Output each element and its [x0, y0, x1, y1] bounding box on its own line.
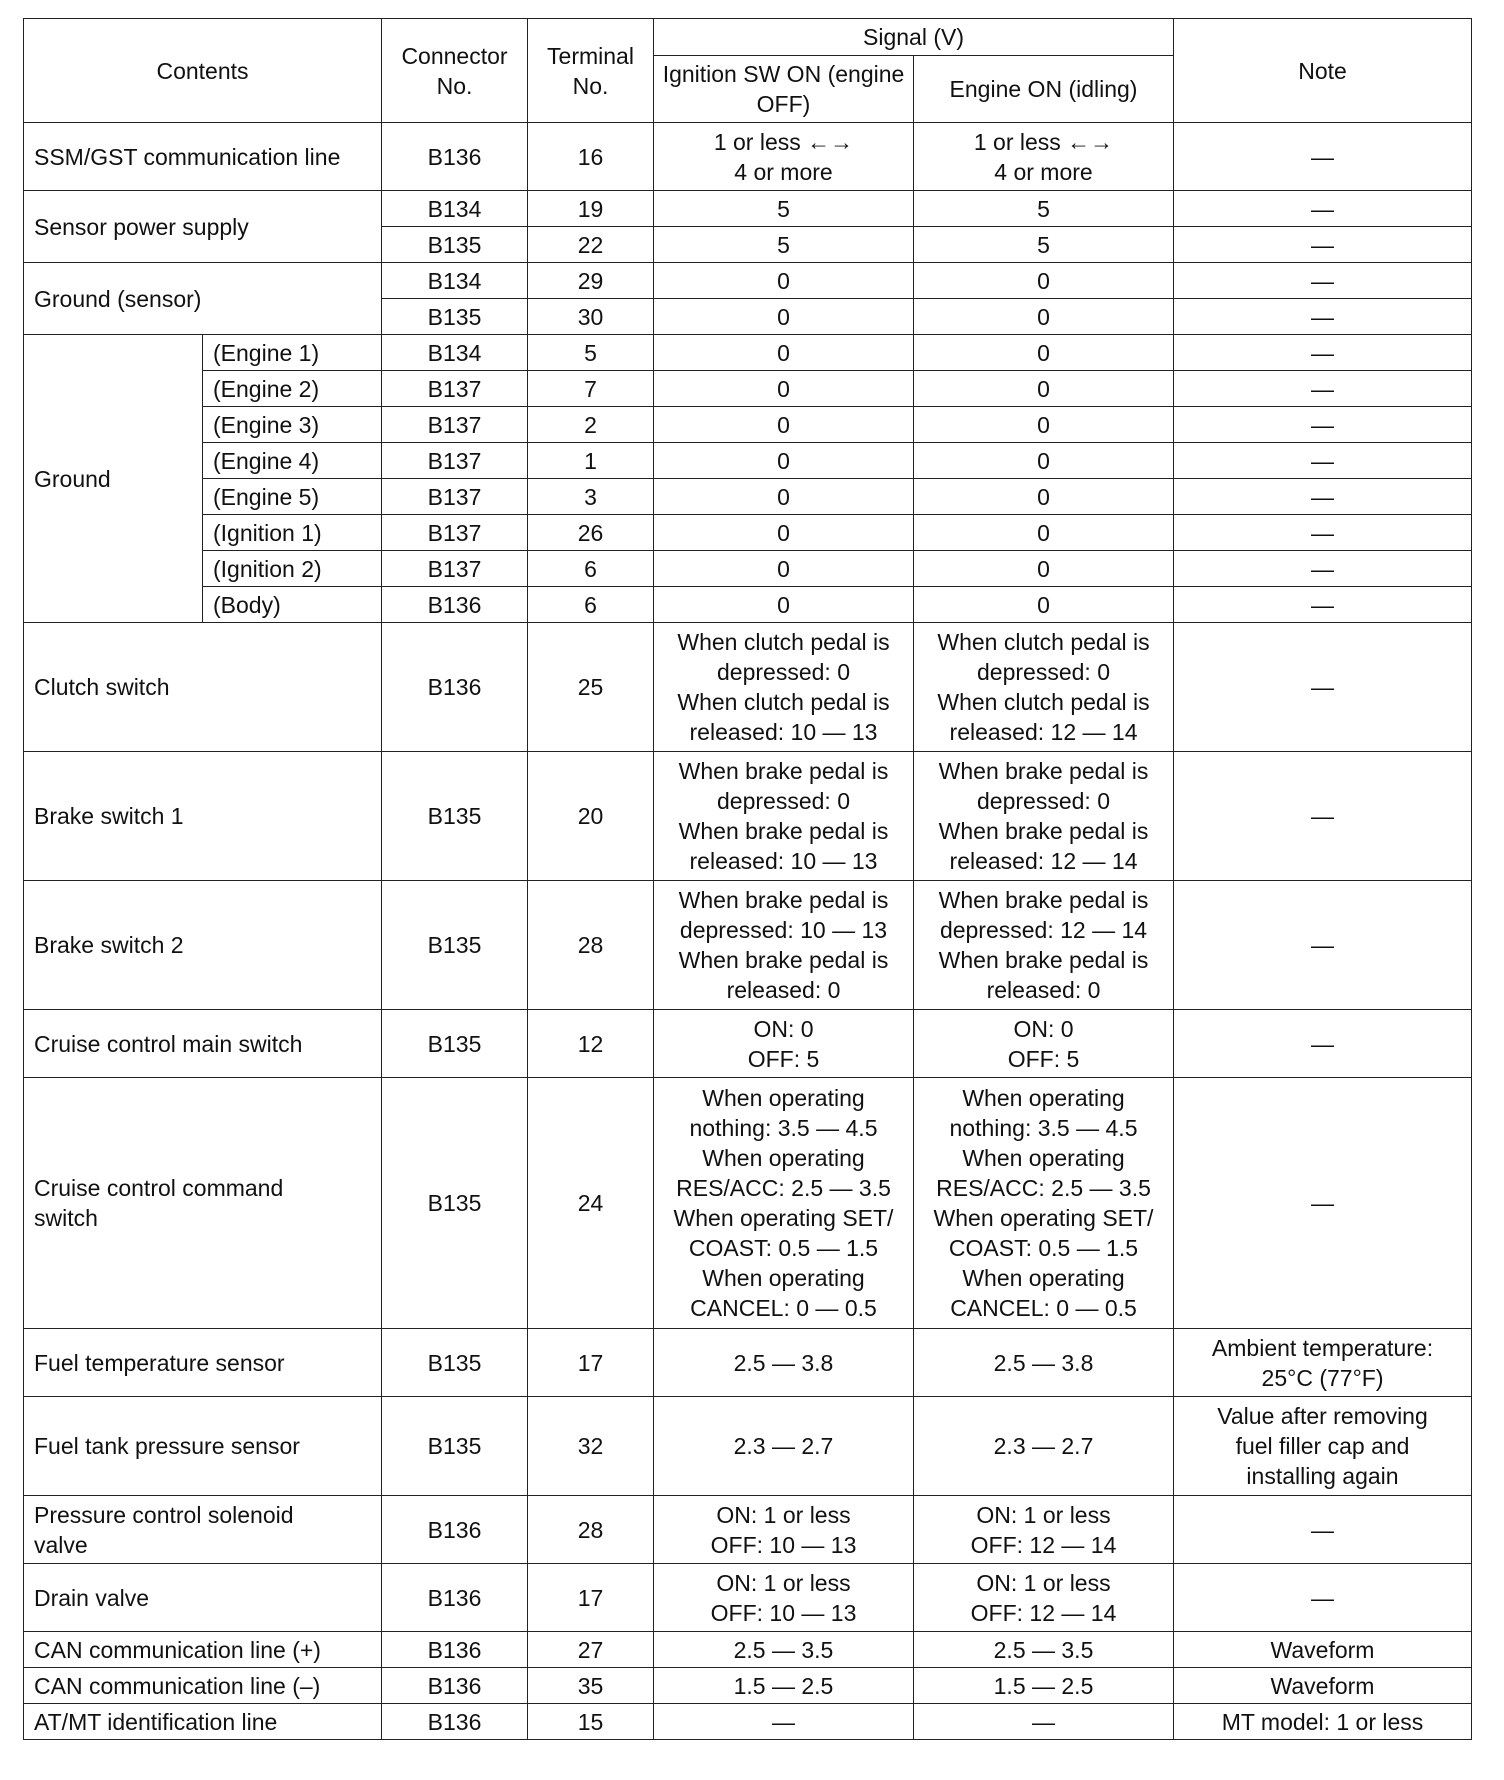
row-ignition-signal: 0	[654, 299, 914, 335]
row-connector: B137	[382, 407, 528, 443]
row-engine-signal: When clutch pedal is depressed: 0 When clutch pedal is released: 12 — 14	[914, 623, 1174, 752]
row-terminal: 3	[528, 479, 654, 515]
row-content: Brake switch 2	[24, 881, 382, 1010]
row-note: Value after removing fuel filler cap and installing again	[1174, 1397, 1472, 1496]
row-connector: B135	[382, 1010, 528, 1078]
table-row	[24, 515, 1472, 551]
table-row	[24, 371, 1472, 407]
row-engine-signal: 2.5 — 3.5	[914, 1632, 1174, 1668]
table-row	[24, 443, 1472, 479]
table-row	[24, 1632, 1472, 1668]
row-terminal: 2	[528, 407, 654, 443]
row-terminal: 26	[528, 515, 654, 551]
row-connector: B136	[382, 1704, 528, 1740]
table-row	[24, 1564, 1472, 1632]
row-connector: B136	[382, 1632, 528, 1668]
row-note: —	[1174, 752, 1472, 881]
row-note: —	[1174, 881, 1472, 1010]
row-terminal: 5	[528, 335, 654, 371]
table-row	[24, 551, 1472, 587]
row-content: Ground	[24, 335, 203, 623]
row-terminal: 28	[528, 1496, 654, 1564]
row-ignition-signal: 0	[654, 479, 914, 515]
header-terminal: Terminal No.	[528, 19, 654, 123]
row-note: —	[1174, 263, 1472, 299]
row-connector: B137	[382, 515, 528, 551]
row-ignition-signal: 0	[654, 263, 914, 299]
row-note: —	[1174, 1564, 1472, 1632]
row-ignition-signal: When operating nothing: 3.5 — 4.5 When operating RES/ACC: 2.5 — 3.5 When operating SET/ COAST: 0.5 — 1.5 When operating CANCEL: 0 — 0.5	[654, 1078, 914, 1329]
row-terminal: 35	[528, 1668, 654, 1704]
row-terminal: 7	[528, 371, 654, 407]
row-engine-signal: 0	[914, 479, 1174, 515]
row-terminal: 6	[528, 551, 654, 587]
row-note: —	[1174, 479, 1472, 515]
table-row	[24, 1496, 1472, 1564]
row-terminal: 12	[528, 1010, 654, 1078]
row-engine-signal: 0	[914, 263, 1174, 299]
row-note: Waveform	[1174, 1632, 1472, 1668]
row-engine-signal: When operating nothing: 3.5 — 4.5 When operating RES/ACC: 2.5 — 3.5 When operating SET/ COAST: 0.5 — 1.5 When operating CANCEL: 0 — 0.5	[914, 1078, 1174, 1329]
table-row	[24, 1329, 1472, 1397]
row-connector: B136	[382, 1496, 528, 1564]
row-ignition-signal: 5	[654, 191, 914, 227]
row-engine-signal: 0	[914, 551, 1174, 587]
row-content: Drain valve	[24, 1564, 382, 1632]
row-terminal: 1	[528, 443, 654, 479]
row-connector: B134	[382, 335, 528, 371]
row-note: —	[1174, 1496, 1472, 1564]
row-note: Waveform	[1174, 1668, 1472, 1704]
row-ignition-signal: 0	[654, 371, 914, 407]
row-engine-signal: ON: 1 or less OFF: 12 — 14	[914, 1564, 1174, 1632]
row-content: Fuel tank pressure sensor	[24, 1397, 382, 1496]
row-ignition-signal: When brake pedal is depressed: 10 — 13 When brake pedal is released: 0	[654, 881, 914, 1010]
table-row	[24, 335, 1472, 371]
table-row	[24, 1668, 1472, 1704]
table-row	[24, 587, 1472, 623]
row-content: Sensor power supply	[24, 191, 382, 263]
row-content: Pressure control solenoid valve	[24, 1496, 382, 1564]
row-connector: B134	[382, 191, 528, 227]
row-ignition-signal: 0	[654, 407, 914, 443]
row-connector: B137	[382, 443, 528, 479]
row-ignition-signal: ON: 1 or less OFF: 10 — 13	[654, 1496, 914, 1564]
row-terminal: 15	[528, 1704, 654, 1740]
row-terminal: 19	[528, 191, 654, 227]
row-note: —	[1174, 443, 1472, 479]
row-engine-signal: —	[914, 1704, 1174, 1740]
table-row	[24, 1397, 1472, 1496]
row-content: Fuel temperature sensor	[24, 1329, 382, 1397]
row-connector: B136	[382, 1564, 528, 1632]
row-connector: B136	[382, 623, 528, 752]
row-ignition-signal: 0	[654, 443, 914, 479]
row-terminal: 6	[528, 587, 654, 623]
row-engine-signal: 2.3 — 2.7	[914, 1397, 1174, 1496]
row-connector: B135	[382, 1397, 528, 1496]
row-terminal: 22	[528, 227, 654, 263]
row-content: Cruise control command switch	[24, 1078, 382, 1329]
row-ignition-signal: 2.5 — 3.5	[654, 1632, 914, 1668]
table-row	[24, 263, 1472, 299]
row-content: CAN communication line (–)	[24, 1668, 382, 1704]
row-engine-signal: 0	[914, 335, 1174, 371]
row-connector: B136	[382, 1668, 528, 1704]
table-row	[24, 1078, 1472, 1329]
row-terminal: 25	[528, 623, 654, 752]
row-engine-signal: 5	[914, 191, 1174, 227]
row-engine-signal: ON: 1 or less OFF: 12 — 14	[914, 1496, 1174, 1564]
row-ignition-signal: —	[654, 1704, 914, 1740]
row-subcontent: (Body)	[203, 587, 382, 623]
row-ignition-signal: 2.5 — 3.8	[654, 1329, 914, 1397]
row-connector: B135	[382, 227, 528, 263]
row-terminal: 16	[528, 123, 654, 191]
row-ignition-signal: 1 or less ←→ 4 or more	[654, 123, 914, 191]
row-ignition-signal: When brake pedal is depressed: 0 When brake pedal is released: 10 — 13	[654, 752, 914, 881]
row-terminal: 27	[528, 1632, 654, 1668]
row-connector: B137	[382, 371, 528, 407]
row-terminal: 17	[528, 1329, 654, 1397]
row-engine-signal: 1 or less ←→ 4 or more	[914, 123, 1174, 191]
row-engine-signal: When brake pedal is depressed: 0 When brake pedal is released: 12 — 14	[914, 752, 1174, 881]
row-note: —	[1174, 1010, 1472, 1078]
table-row	[24, 123, 1472, 191]
row-subcontent: (Engine 5)	[203, 479, 382, 515]
row-connector: B135	[382, 1329, 528, 1397]
row-engine-signal: 5	[914, 227, 1174, 263]
row-engine-signal: 1.5 — 2.5	[914, 1668, 1174, 1704]
table-row	[24, 752, 1472, 881]
row-terminal: 30	[528, 299, 654, 335]
row-note: —	[1174, 1078, 1472, 1329]
row-terminal: 20	[528, 752, 654, 881]
row-terminal: 29	[528, 263, 654, 299]
row-subcontent: (Engine 1)	[203, 335, 382, 371]
row-note: —	[1174, 227, 1472, 263]
row-engine-signal: 0	[914, 587, 1174, 623]
row-connector: B135	[382, 752, 528, 881]
header-engine-on: Engine ON (idling)	[914, 56, 1174, 123]
row-engine-signal: 0	[914, 443, 1174, 479]
row-ignition-signal: 5	[654, 227, 914, 263]
row-terminal: 24	[528, 1078, 654, 1329]
row-note: —	[1174, 191, 1472, 227]
row-content: Clutch switch	[24, 623, 382, 752]
table-row	[24, 881, 1472, 1010]
row-note: MT model: 1 or less	[1174, 1704, 1472, 1740]
row-content: AT/MT identification line	[24, 1704, 382, 1740]
row-note: —	[1174, 623, 1472, 752]
row-connector: B134	[382, 263, 528, 299]
row-connector: B135	[382, 1078, 528, 1329]
row-connector: B135	[382, 881, 528, 1010]
row-engine-signal: When brake pedal is depressed: 12 — 14 When brake pedal is released: 0	[914, 881, 1174, 1010]
row-note: —	[1174, 123, 1472, 191]
header-connector: Connector No.	[382, 19, 528, 123]
table-row	[24, 191, 1472, 227]
row-note: —	[1174, 335, 1472, 371]
row-note: —	[1174, 407, 1472, 443]
row-ignition-signal: 0	[654, 515, 914, 551]
table-row	[24, 623, 1472, 752]
row-connector: B135	[382, 299, 528, 335]
row-ignition-signal: ON: 0 OFF: 5	[654, 1010, 914, 1078]
row-note: —	[1174, 551, 1472, 587]
ecm-terminal-table	[23, 18, 1472, 1740]
row-content: CAN communication line (+)	[24, 1632, 382, 1668]
row-content: Ground (sensor)	[24, 263, 382, 335]
row-note: —	[1174, 587, 1472, 623]
row-note: —	[1174, 299, 1472, 335]
row-engine-signal: 0	[914, 299, 1174, 335]
row-ignition-signal: 0	[654, 587, 914, 623]
row-engine-signal: 0	[914, 407, 1174, 443]
row-ignition-signal: 1.5 — 2.5	[654, 1668, 914, 1704]
row-ignition-signal: 2.3 — 2.7	[654, 1397, 914, 1496]
table-row	[24, 1010, 1472, 1078]
row-content: Cruise control main switch	[24, 1010, 382, 1078]
row-note: Ambient temperature: 25°C (77°F)	[1174, 1329, 1472, 1397]
row-subcontent: (Engine 3)	[203, 407, 382, 443]
row-ignition-signal: ON: 1 or less OFF: 10 — 13	[654, 1564, 914, 1632]
row-connector: B137	[382, 551, 528, 587]
row-engine-signal: 2.5 — 3.8	[914, 1329, 1174, 1397]
row-ignition-signal: 0	[654, 551, 914, 587]
table-row	[24, 479, 1472, 515]
row-connector: B136	[382, 123, 528, 191]
header-ignition-on: Ignition SW ON (engine OFF)	[654, 56, 914, 123]
row-engine-signal: 0	[914, 371, 1174, 407]
row-terminal: 17	[528, 1564, 654, 1632]
row-ignition-signal: When clutch pedal is depressed: 0 When clutch pedal is released: 10 — 13	[654, 623, 914, 752]
row-subcontent: (Engine 4)	[203, 443, 382, 479]
row-terminal: 32	[528, 1397, 654, 1496]
row-note: —	[1174, 515, 1472, 551]
row-engine-signal: 0	[914, 515, 1174, 551]
table-row	[24, 407, 1472, 443]
row-subcontent: (Ignition 1)	[203, 515, 382, 551]
row-subcontent: (Ignition 2)	[203, 551, 382, 587]
header-note: Note	[1174, 19, 1472, 123]
row-content: SSM/GST communication line	[24, 123, 382, 191]
row-subcontent: (Engine 2)	[203, 371, 382, 407]
header-contents: Contents	[24, 19, 382, 123]
row-terminal: 28	[528, 881, 654, 1010]
header-signal: Signal (V)	[654, 19, 1174, 56]
row-connector: B136	[382, 587, 528, 623]
row-content: Brake switch 1	[24, 752, 382, 881]
table-row	[24, 1704, 1472, 1740]
row-engine-signal: ON: 0 OFF: 5	[914, 1010, 1174, 1078]
row-note: —	[1174, 371, 1472, 407]
row-connector: B137	[382, 479, 528, 515]
row-ignition-signal: 0	[654, 335, 914, 371]
